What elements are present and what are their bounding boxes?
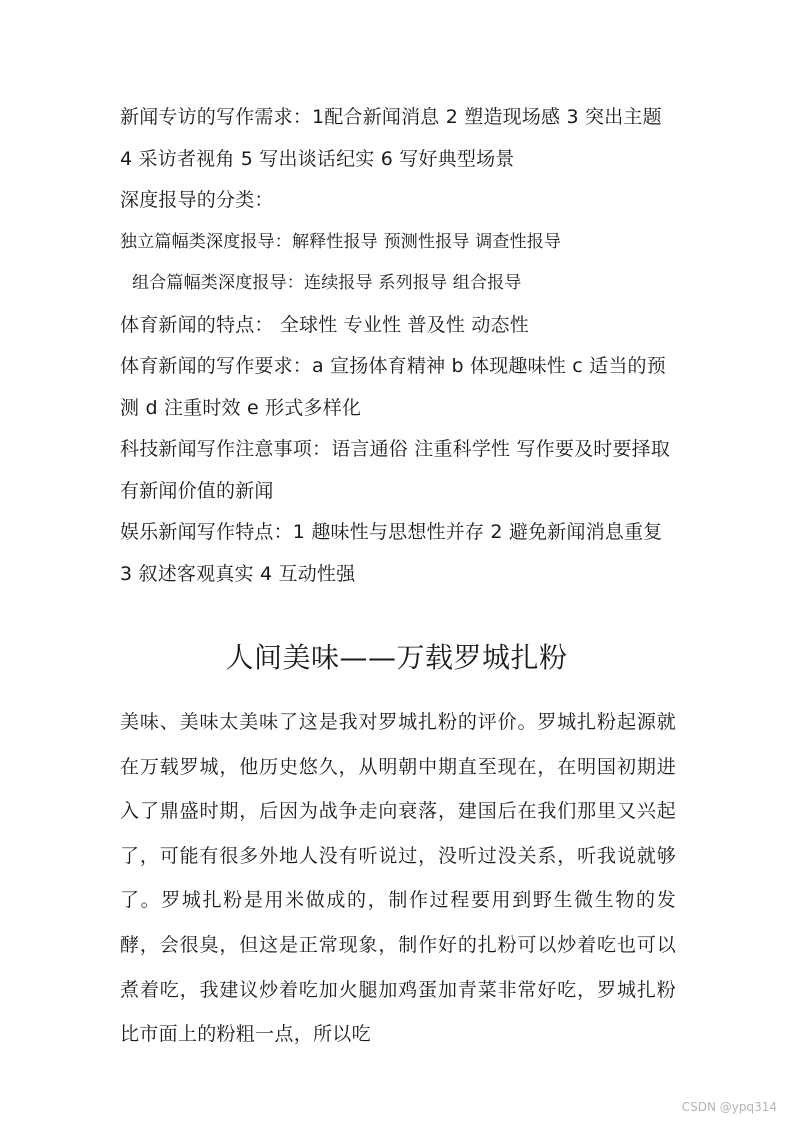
note-interview-writing: 新闻专访的写作需求：1配合新闻消息 2 塑造现场感 3 突出主题 4 采访者视角 5 写出谈话纪实 6 写好典型场景: [120, 106, 662, 170]
watermark: CSDN @ypq314: [681, 1100, 777, 1114]
note-combined-depth-report: 组合篇幅类深度报导：连续报导 系列报导 组合报导: [132, 273, 522, 293]
note-independent-depth-report: 独立篇幅类深度报导：解释性报导 预测性报导 调查性报导: [120, 231, 562, 252]
essay-body: 美味、美味太美味了这是我对罗城扎粉的评价。罗城扎粉起源就在万载罗城，他历史悠久，从明朝中期直至现在，在明国初期进入了鼎盛时期，后因为战争走向衰落，建国后在我们那里又兴起了，可能有很多外地人没有听说过，没听过没关系，听我说就够了。罗城扎粉是用米做成的，制作过程要用到野生微生物的发酵，会很臭，但这是正常现象，制作好的扎粉可以炒着吃也可以煮着吃，我建议炒着吃加火腿加鸡蛋加青菜非常好吃，罗城扎粉比市面上的粉粗一点，所以吃: [120, 711, 676, 1046]
study-notes: [120, 97, 680, 595]
note-tech-news-points: 科技新闻写作注意事项：语言通俗 注重科学性 写作要及时要择取有新闻价值的新闻: [120, 438, 671, 502]
note-depth-report-categories: 深度报导的分类：: [120, 189, 274, 211]
note-entertainment-news-features: 娱乐新闻写作特点：1 趣味性与思想性并存 2 避免新闻消息重复 3 叙述客观真实 4 互动性强: [120, 521, 663, 585]
note-sports-news-features: 体育新闻的特点： 全球性 专业性 普及性 动态性: [120, 313, 529, 336]
essay-title: 人间美味——万载罗城扎粉: [225, 641, 568, 674]
note-sports-news-requirements: 体育新闻的写作要求：a 宣扬体育精神 b 体现趣味性 c 适当的预测 d 注重时效 e 形式多样化: [120, 355, 666, 419]
